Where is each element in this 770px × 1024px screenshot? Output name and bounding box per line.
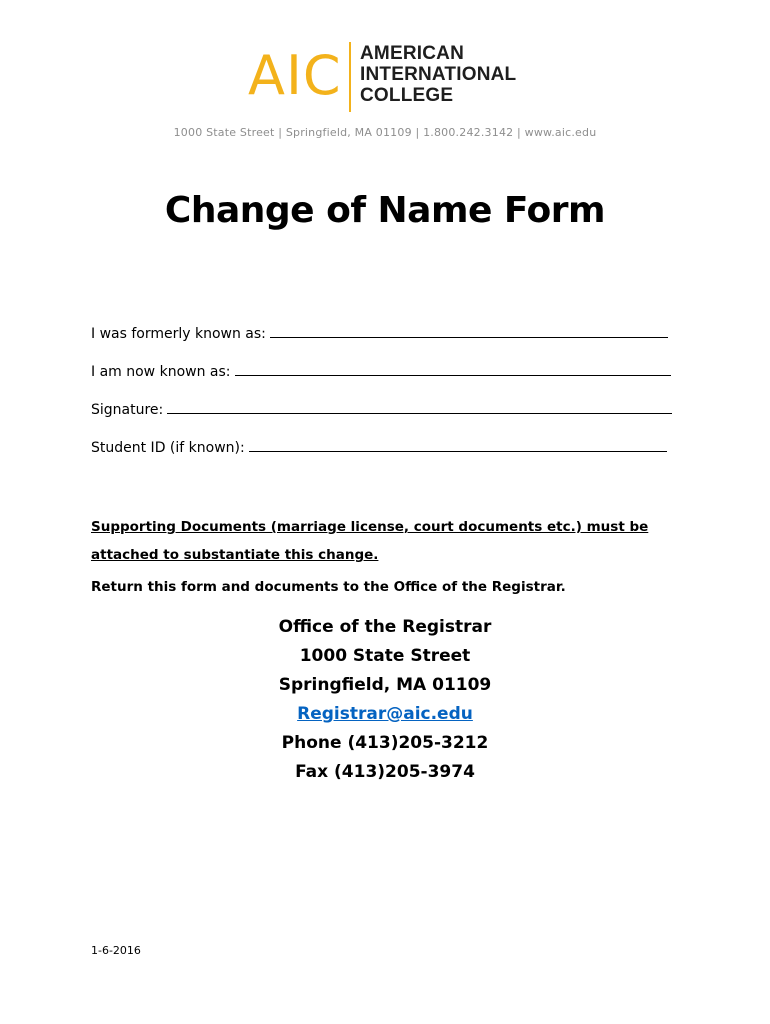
supporting-documents-notice: Supporting Documents (marriage license, court documents etc.) must be attached to substantiate this change. [91, 519, 649, 563]
signature-label: Signature: [91, 402, 164, 418]
office-city: Springfield, MA 01109 [278, 675, 492, 695]
registrar-contact-block [0, 613, 770, 787]
current-name-field[interactable] [91, 361, 671, 382]
office-name: Office of the Registrar [278, 617, 492, 637]
student-id-label: Student ID (if known): [91, 440, 245, 456]
former-name-label: I was formerly known as: [91, 326, 266, 342]
form-revision-date: 1-6-2016 [91, 944, 141, 957]
logo-mark: AIC [248, 44, 342, 107]
page-title: Change of Name Form [164, 190, 606, 231]
logo-line: AMERICAN [360, 43, 464, 64]
former-name-blank[interactable] [270, 323, 668, 338]
current-name-blank[interactable] [235, 361, 671, 376]
logo-line: COLLEGE [360, 85, 454, 106]
logo-wordmark [360, 43, 516, 106]
current-name-label: I am now known as: [91, 364, 231, 380]
logo-line: INTERNATIONAL [360, 64, 517, 85]
college-logo [248, 40, 548, 112]
office-phone: Phone (413)205-3212 [281, 733, 489, 753]
office-fax: Fax (413)205-3974 [295, 762, 475, 782]
signature-field[interactable] [91, 399, 672, 420]
return-instruction: Return this form and documents to the Office of the Registrar. [91, 579, 566, 595]
registrar-email-link[interactable]: Registrar@aic.edu [297, 704, 473, 724]
signature-blank[interactable] [167, 399, 672, 414]
college-address-line: 1000 State Street | Springfield, MA 01109 | 1.800.242.3142 | www.aic.edu [173, 126, 597, 139]
logo-divider [349, 42, 351, 112]
student-id-blank[interactable] [249, 437, 667, 452]
student-id-field[interactable] [91, 437, 667, 458]
office-street: 1000 State Street [299, 646, 471, 666]
former-name-field[interactable] [91, 323, 668, 344]
